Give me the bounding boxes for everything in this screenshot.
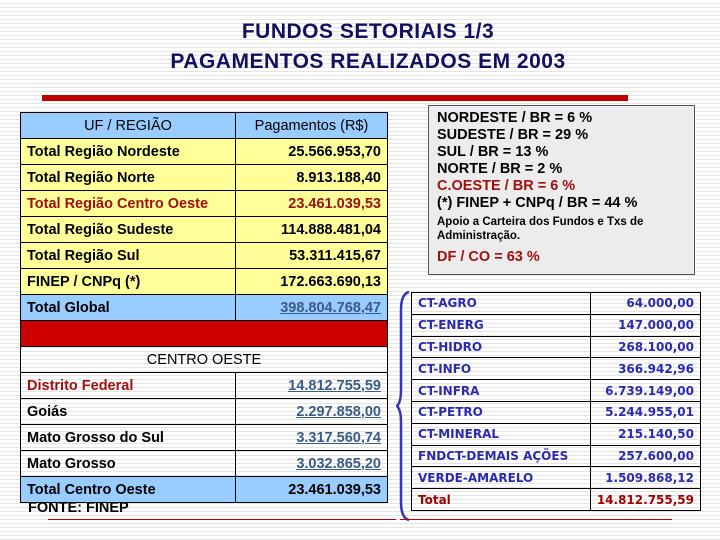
table-row <box>412 401 701 423</box>
fund-label: CT-INFRA <box>412 380 591 402</box>
info-line: SUL / BR = 13 % <box>437 144 549 160</box>
separator-row <box>21 321 388 347</box>
value-link[interactable]: 2.297.858,00 <box>296 403 381 420</box>
fund-value: 5.244.955,01 <box>590 401 700 423</box>
fund-value: 64.000,00 <box>590 293 700 315</box>
table-row <box>21 451 388 477</box>
fund-value: 147.000,00 <box>590 314 700 336</box>
fund-total-value: 14.812.755,59 <box>590 489 700 511</box>
table-row <box>412 380 701 402</box>
row-label: Distrito Federal <box>21 373 236 399</box>
row-value: 114.888.481,04 <box>236 217 388 243</box>
fund-label: VERDE-AMARELO <box>412 467 591 489</box>
fund-label: CT-PETRO <box>412 401 591 423</box>
row-label: Total Região Centro Oeste <box>21 191 236 217</box>
table-row <box>412 423 701 445</box>
row-value: 53.311.415,67 <box>236 243 388 269</box>
table-row <box>412 314 701 336</box>
row-value: 172.663.690,13 <box>236 269 388 295</box>
info-line: SUDESTE / BR = 29 % <box>437 127 589 143</box>
table-row <box>412 358 701 380</box>
regions-table <box>20 112 388 503</box>
table-row <box>412 293 701 315</box>
total-row <box>21 295 388 321</box>
total-label: Total Global <box>21 295 236 321</box>
divider <box>48 519 396 520</box>
fund-value: 1.509.868,12 <box>590 467 700 489</box>
table-row <box>21 165 388 191</box>
fund-label: CT-MINERAL <box>412 423 591 445</box>
brace-icon <box>396 290 412 522</box>
row-value: 23.461.039,53 <box>236 191 388 217</box>
row-label: Total Região Norte <box>21 165 236 191</box>
total-global-link[interactable]: 398.804.768,47 <box>280 299 381 316</box>
fund-value: 257.600,00 <box>590 445 700 467</box>
table-row <box>21 425 388 451</box>
info-note: Apoio a Carteira dos Fundos e Txs de Administração. <box>437 216 644 242</box>
source-note: FONTE: FINEP <box>28 500 129 516</box>
title-underline <box>42 95 628 101</box>
fund-label: CT-HIDRO <box>412 336 591 358</box>
divider <box>400 519 672 520</box>
table-row <box>21 269 388 295</box>
row-label: Total Região Nordeste <box>21 139 236 165</box>
fund-label: CT-INFO <box>412 358 591 380</box>
row-label: Total Região Sul <box>21 243 236 269</box>
table-row <box>21 139 388 165</box>
funds-table <box>411 292 701 511</box>
info-box <box>428 105 695 275</box>
col-header-region: UF / REGIÃO <box>21 113 236 139</box>
fund-label: CT-AGRO <box>412 293 591 315</box>
row-label: FINEP / CNPq (*) <box>21 269 236 295</box>
row-label: Mato Grosso <box>21 451 236 477</box>
value-link[interactable]: 3.032.865,20 <box>296 455 381 472</box>
centro-oeste-header: CENTRO OESTE <box>21 347 388 373</box>
fund-total-label: Total <box>412 489 591 511</box>
fund-label: FNDCT-DEMAIS AÇÕES <box>412 445 591 467</box>
info-line: NORTE / BR = 2 % <box>437 161 563 177</box>
table-row <box>412 336 701 358</box>
total-row <box>21 477 388 503</box>
row-value: 8.913.188,40 <box>236 165 388 191</box>
table-row <box>412 445 701 467</box>
row-label: Goiás <box>21 399 236 425</box>
info-line: NORDESTE / BR = 6 % <box>437 110 593 126</box>
table-row <box>21 373 388 399</box>
title-line-2: PAGAMENTOS REALIZADOS EM 2003 <box>170 50 566 73</box>
table-row <box>412 467 701 489</box>
fund-value: 215.140,50 <box>590 423 700 445</box>
fund-value: 366.942,96 <box>590 358 700 380</box>
info-line: (*) FINEP + CNPq / BR = 44 % <box>437 195 638 211</box>
fund-value: 6.739.149,00 <box>590 380 700 402</box>
total-label: Total Centro Oeste <box>21 477 236 503</box>
fund-value: 268.100,00 <box>590 336 700 358</box>
fund-label: CT-ENERG <box>412 314 591 336</box>
value-link[interactable]: 14.812.755,59 <box>288 377 381 394</box>
table-row <box>21 217 388 243</box>
info-line: C.OESTE / BR = 6 % <box>437 178 576 194</box>
row-value: 25.566.953,70 <box>236 139 388 165</box>
df-co-ratio: DF / CO = 63 % <box>437 249 540 265</box>
table-row <box>21 399 388 425</box>
total-row <box>412 489 701 511</box>
table-row <box>21 243 388 269</box>
total-value: 23.461.039,53 <box>236 477 388 503</box>
title-line-1: FUNDOS SETORIAIS 1/3 <box>241 20 495 43</box>
row-label: Total Região Sudeste <box>21 217 236 243</box>
row-label: Mato Grosso do Sul <box>21 425 236 451</box>
table-row <box>21 191 388 217</box>
col-header-payments: Pagamentos (R$) <box>236 113 388 139</box>
value-link[interactable]: 3.317.560,74 <box>296 429 381 446</box>
